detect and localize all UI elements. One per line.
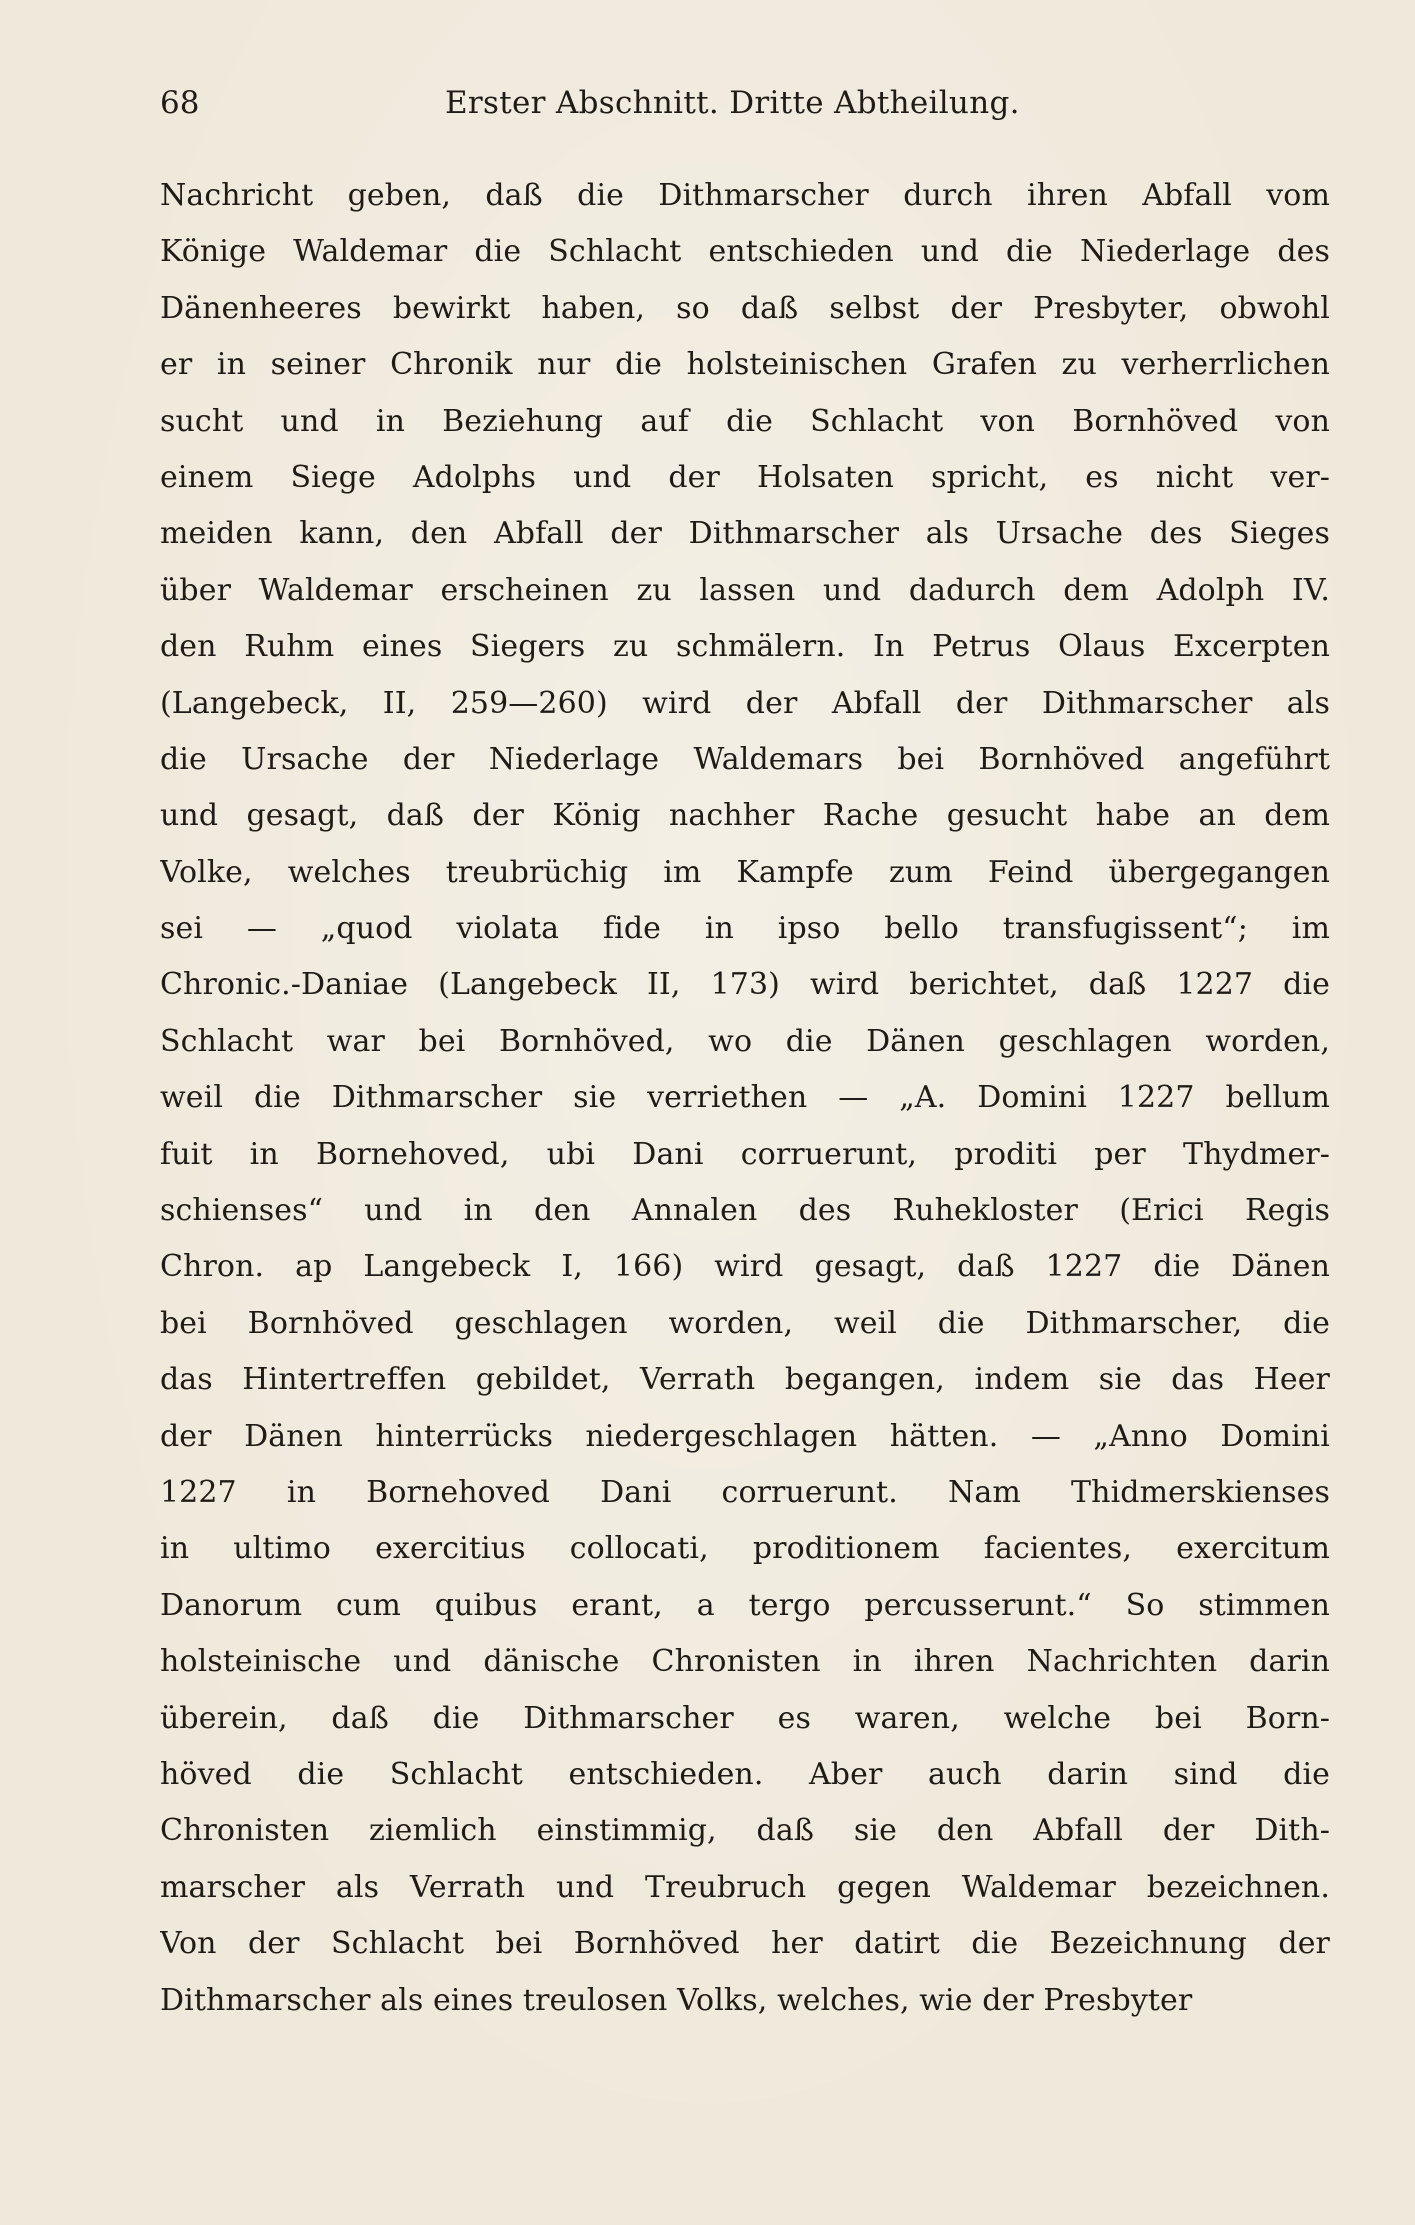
text-line: Dithmarscher als eines treulosen Volks, welches, wie der Presbyter [160, 1982, 1193, 2018]
text-line: überein, daß die Dithmarscher es waren, welche bei Born- [160, 1700, 1330, 1736]
text-line: Schlacht war bei Bornhöved, wo die Dänen geschlagen worden, [160, 1023, 1330, 1059]
page-number: 68 [160, 85, 200, 121]
running-head: Erster Abschnitt. Dritte Abtheilung. [445, 85, 1020, 121]
text-line: bei Bornhöved geschlagen worden, weil die Dithmarscher, die [160, 1305, 1330, 1341]
text-line: schienses“ und in den Annalen des Ruhekloster (Erici Regis [160, 1193, 1330, 1229]
text-line: und gesagt, daß der König nachher Rache gesucht habe an dem [160, 798, 1330, 834]
text-line: über Waldemar erscheinen zu lassen und dadurch dem Adolph IV. [160, 572, 1330, 608]
text-line: sei — „quod violata fide in ipso bello transfugissent“; im [160, 911, 1330, 947]
text-line: die Ursache der Niederlage Waldemars bei Bornhöved angeführt [160, 741, 1330, 777]
text-line: Nachricht geben, daß die Dithmarscher durch ihren Abfall vom [160, 178, 1330, 213]
text-line: meiden kann, den Abfall der Dithmarscher als Ursache des Sieges [160, 516, 1330, 552]
text-line: 1227 in Bornehoved Dani corruerunt. Nam Thidmerskienses [160, 1474, 1330, 1510]
text-line: er in seiner Chronik nur die holsteinischen Grafen zu verherrlichen [160, 347, 1330, 383]
text-line: Volke, welches treubrüchig im Kampfe zum Feind übergegangen [160, 854, 1330, 890]
text-line: höved die Schlacht entschieden. Aber auch darin sind die [160, 1756, 1330, 1792]
text-line: Von der Schlacht bei Bornhöved her datirt die Bezeichnung der [160, 1926, 1330, 1962]
text-line: Könige Waldemar die Schlacht entschieden und die Niederlage des [160, 234, 1330, 270]
text-line: fuit in Bornehoved, ubi Dani corruerunt, proditi per Thydmer- [160, 1136, 1330, 1172]
text-line: Danorum cum quibus erant, a tergo percusserunt.“ So stimmen [160, 1587, 1330, 1623]
text-line: einem Siege Adolphs und der Holsaten spricht, es nicht ver- [160, 459, 1330, 495]
text-line: marscher als Verrath und Treubruch gegen Waldemar bezeichnen. [160, 1869, 1330, 1905]
text-line: sucht und in Beziehung auf die Schlacht von Bornhöved von [160, 403, 1330, 439]
text-line: holsteinische und dänische Chronisten in ihren Nachrichten darin [160, 1644, 1330, 1680]
text-line: Chronisten ziemlich einstimmig, daß sie den Abfall der Dith- [160, 1813, 1330, 1849]
text-line: weil die Dithmarscher sie verriethen — „A. Domini 1227 bellum [160, 1080, 1330, 1116]
text-line: Chron. ap Langebeck I, 166) wird gesagt, daß 1227 die Dänen [160, 1249, 1330, 1285]
text-line: (Langebeck, II, 259—260) wird der Abfall der Dithmarscher als [160, 685, 1330, 721]
text-line: den Ruhm eines Siegers zu schmälern. In Petrus Olaus Excerpten [160, 629, 1330, 665]
text-line: in ultimo exercitius collocati, proditionem facientes, exercitum [160, 1531, 1330, 1567]
page-header [160, 78, 1330, 128]
body-text [160, 168, 1330, 2029]
text-line: das Hintertreffen gebildet, Verrath begangen, indem sie das Heer [160, 1362, 1330, 1398]
text-line: Chronic.-Daniae (Langebeck II, 173) wird berichtet, daß 1227 die [160, 967, 1330, 1003]
text-line: der Dänen hinterrücks niedergeschlagen hätten. — „Anno Domini [160, 1418, 1330, 1454]
text-line: Dänenheeres bewirkt haben, so daß selbst der Presbyter, obwohl [160, 290, 1330, 326]
